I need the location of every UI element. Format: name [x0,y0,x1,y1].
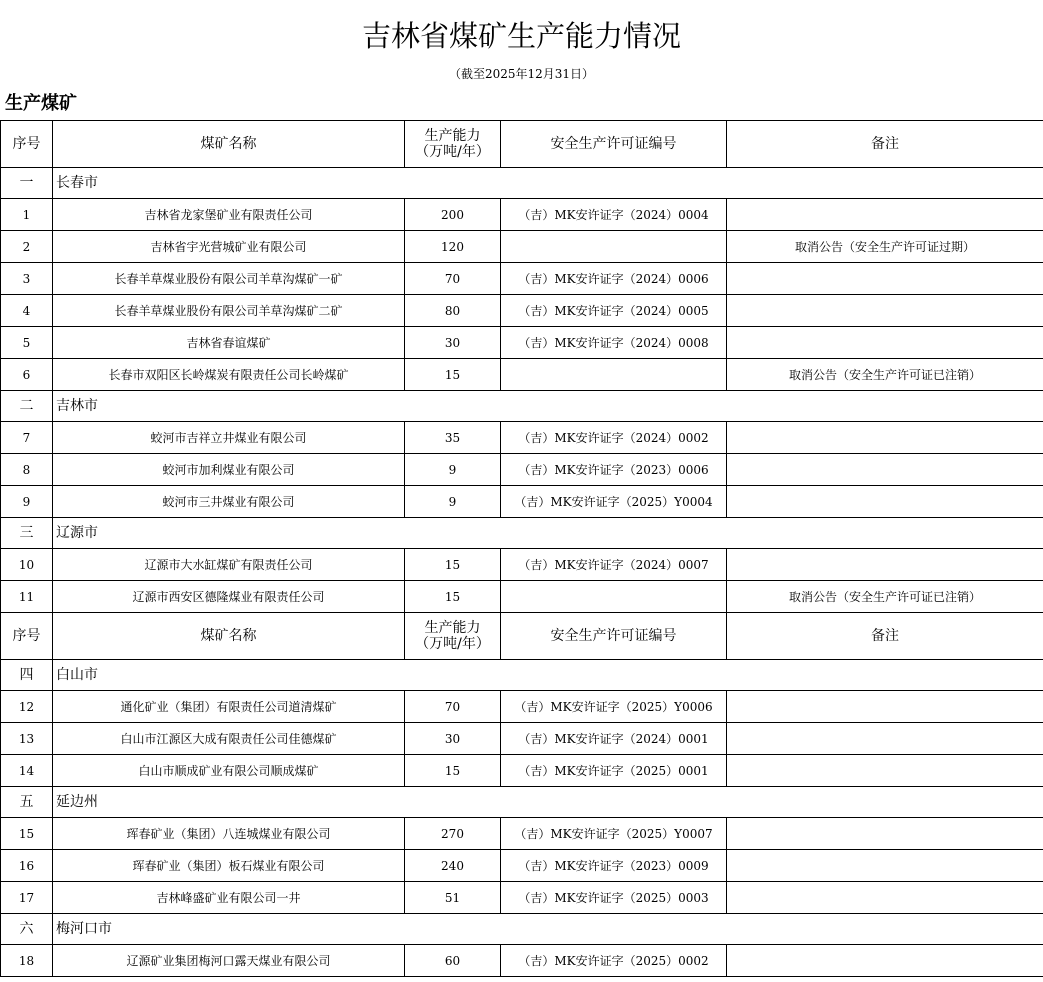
license-number: （吉）MK安许证字（2023）0009 [501,850,727,882]
remark-cell [727,422,1043,454]
license-number: （吉）MK安许证字（2024）0002 [501,422,727,454]
row-number: 5 [1,327,53,359]
capacity-value: 15 [405,359,501,391]
row-number: 8 [1,454,53,486]
capacity-value: 9 [405,454,501,486]
row-number: 9 [1,486,53,518]
remark-cell [727,263,1043,295]
row-number: 6 [1,359,53,391]
capacity-value: 15 [405,755,501,787]
header-license: 安全生产许可证编号 [501,613,727,660]
mine-name: 吉林省宇光营城矿业有限公司 [53,231,405,263]
group-index: 五 [1,787,53,818]
row-number: 11 [1,581,53,613]
table-row [1,850,1043,882]
remark-cell [727,486,1043,518]
row-number: 12 [1,691,53,723]
row-number: 18 [1,945,53,977]
capacity-value: 30 [405,723,501,755]
capacity-value: 70 [405,263,501,295]
header-capacity-label: 生产能力 [424,128,481,144]
group-row [1,914,1043,945]
license-number: （吉）MK安许证字（2025）Y0004 [501,486,727,518]
header-seq: 序号 [1,121,53,168]
capacity-value: 120 [405,231,501,263]
mine-name: 白山市江源区大成有限责任公司佳德煤矿 [53,723,405,755]
license-number: （吉）MK安许证字（2025）Y0006 [501,691,727,723]
remark-cell [727,945,1043,977]
license-number: （吉）MK安许证字（2025）Y0007 [501,818,727,850]
table-row [1,263,1043,295]
header-capacity-unit: （万吨/年） [415,636,490,652]
mine-name: 珲春矿业（集团）八连城煤业有限公司 [53,818,405,850]
group-row [1,660,1043,691]
table-row [1,359,1043,391]
license-number: （吉）MK安许证字（2024）0001 [501,723,727,755]
remark-cell [727,454,1043,486]
group-index: 一 [1,168,53,199]
table-row [1,581,1043,613]
group-row [1,787,1043,818]
header-remark: 备注 [727,121,1043,168]
group-row [1,391,1043,422]
capacity-value: 35 [405,422,501,454]
group-city-name: 梅河口市 [53,914,1043,945]
table-header-row [1,613,1043,660]
license-number [501,231,727,263]
header-mine-name: 煤矿名称 [53,613,405,660]
mine-name: 吉林峰盛矿业有限公司一井 [53,882,405,914]
group-row [1,518,1043,549]
table-row [1,422,1043,454]
table-row [1,327,1043,359]
row-number: 1 [1,199,53,231]
capacity-value: 15 [405,549,501,581]
table-row [1,755,1043,787]
group-city-name: 辽源市 [53,518,1043,549]
row-number: 15 [1,818,53,850]
capacity-value: 80 [405,295,501,327]
header-capacity [405,121,501,168]
group-city-name: 延边州 [53,787,1043,818]
license-number: （吉）MK安许证字（2025）0003 [501,882,727,914]
row-number: 16 [1,850,53,882]
row-number: 14 [1,755,53,787]
remark-cell [727,755,1043,787]
table-row [1,723,1043,755]
license-number: （吉）MK安许证字（2025）0002 [501,945,727,977]
row-number: 17 [1,882,53,914]
license-number: （吉）MK安许证字（2024）0007 [501,549,727,581]
section-title: 生产煤矿 [5,93,77,114]
group-index: 二 [1,391,53,422]
row-number: 7 [1,422,53,454]
header-license: 安全生产许可证编号 [501,121,727,168]
table-row [1,295,1043,327]
capacity-value: 15 [405,581,501,613]
header-seq: 序号 [1,613,53,660]
table-row [1,231,1043,263]
capacity-value: 51 [405,882,501,914]
row-number: 4 [1,295,53,327]
group-city-name: 长春市 [53,168,1043,199]
license-number: （吉）MK安许证字（2024）0004 [501,199,727,231]
mine-name: 珲春矿业（集团）板石煤业有限公司 [53,850,405,882]
mine-name: 通化矿业（集团）有限责任公司道清煤矿 [53,691,405,723]
remark-cell [727,327,1043,359]
license-number: （吉）MK安许证字（2023）0006 [501,454,727,486]
license-number: （吉）MK安许证字（2025）0001 [501,755,727,787]
mine-name: 辽源矿业集团梅河口露天煤业有限公司 [53,945,405,977]
capacity-value: 70 [405,691,501,723]
mine-name: 吉林省春谊煤矿 [53,327,405,359]
capacity-value: 270 [405,818,501,850]
page-title: 吉林省煤矿生产能力情况 [361,19,681,53]
group-city-name: 吉林市 [53,391,1043,422]
remark-cell [727,850,1043,882]
table-row [1,454,1043,486]
remark-cell [727,549,1043,581]
mine-name: 长春市双阳区长岭煤炭有限责任公司长岭煤矿 [53,359,405,391]
header-capacity-unit: （万吨/年） [415,144,490,160]
mine-name: 蛟河市三井煤业有限公司 [53,486,405,518]
row-number: 2 [1,231,53,263]
table-row [1,549,1043,581]
table-row [1,945,1043,977]
group-index: 四 [1,660,53,691]
row-number: 13 [1,723,53,755]
mine-name: 吉林省龙家堡矿业有限责任公司 [53,199,405,231]
group-index: 三 [1,518,53,549]
as-of-date: （截至2025年12月31日） [448,67,595,81]
remark-cell [727,723,1043,755]
table-row [1,691,1043,723]
license-number: （吉）MK安许证字（2024）0006 [501,263,727,295]
mine-name: 长春羊草煤业股份有限公司羊草沟煤矿二矿 [53,295,405,327]
header-remark: 备注 [727,613,1043,660]
mine-name: 辽源市西安区德隆煤业有限责任公司 [53,581,405,613]
remark-cell: 取消公告（安全生产许可证过期） [727,231,1043,263]
capacity-value: 30 [405,327,501,359]
remark-cell [727,882,1043,914]
license-number [501,581,727,613]
capacity-value: 240 [405,850,501,882]
header-capacity-label: 生产能力 [424,620,481,636]
remark-cell [727,199,1043,231]
license-number: （吉）MK安许证字（2024）0005 [501,295,727,327]
row-number: 3 [1,263,53,295]
capacity-value: 9 [405,486,501,518]
group-index: 六 [1,914,53,945]
license-number [501,359,727,391]
remark-cell [727,295,1043,327]
mine-name: 蛟河市吉祥立井煤业有限公司 [53,422,405,454]
header-capacity [405,613,501,660]
license-number: （吉）MK安许证字（2024）0008 [501,327,727,359]
table-row [1,882,1043,914]
header-mine-name: 煤矿名称 [53,121,405,168]
mine-name: 蛟河市加利煤业有限公司 [53,454,405,486]
mine-name: 长春羊草煤业股份有限公司羊草沟煤矿一矿 [53,263,405,295]
mine-name: 辽源市大水缸煤矿有限责任公司 [53,549,405,581]
table-header-row [1,121,1043,168]
mine-name: 白山市顺成矿业有限公司顺成煤矿 [53,755,405,787]
remark-cell: 取消公告（安全生产许可证已注销） [727,359,1043,391]
capacity-value: 200 [405,199,501,231]
group-row [1,168,1043,199]
remark-cell [727,818,1043,850]
table-row [1,199,1043,231]
group-city-name: 白山市 [53,660,1043,691]
capacity-value: 60 [405,945,501,977]
remark-cell: 取消公告（安全生产许可证已注销） [727,581,1043,613]
remark-cell [727,691,1043,723]
table-row [1,818,1043,850]
coal-mine-table [0,120,1043,977]
table-row [1,486,1043,518]
row-number: 10 [1,549,53,581]
